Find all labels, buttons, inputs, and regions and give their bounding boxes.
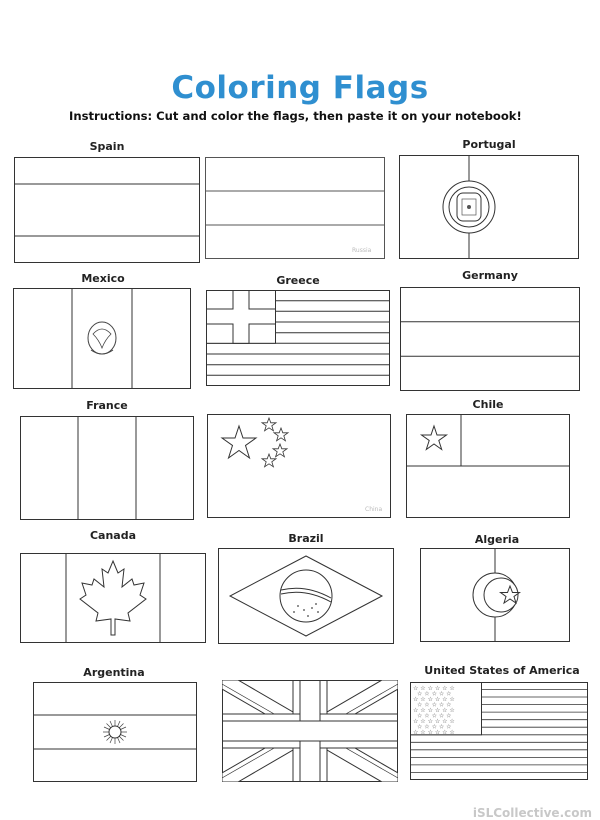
flag-mexico <box>13 288 191 389</box>
footer-watermark: iSLCollective.com <box>472 806 592 820</box>
flag-label-france: France <box>86 399 128 412</box>
svg-text:☆ ☆ ☆ ☆ ☆ ☆: ☆ ☆ ☆ ☆ ☆ ☆ <box>413 718 455 725</box>
flag-algeria <box>420 548 570 642</box>
flag-united-kingdom <box>222 680 398 782</box>
flag-label-portugal: Portugal <box>462 138 516 151</box>
flag-chile <box>406 414 570 518</box>
flag-france <box>20 416 194 520</box>
flag-portugal <box>399 155 579 259</box>
svg-text:☆ ☆ ☆ ☆ ☆: ☆ ☆ ☆ ☆ ☆ <box>417 701 452 709</box>
flag-label-greece: Greece <box>276 274 320 287</box>
flag-china <box>207 414 391 518</box>
flag-label-usa: United States of America <box>424 664 580 677</box>
svg-text:☆ ☆ ☆ ☆ ☆ ☆: ☆ ☆ ☆ ☆ ☆ ☆ <box>413 707 455 714</box>
flag-label-canada: Canada <box>89 529 137 542</box>
svg-text:☆ ☆ ☆ ☆ ☆ ☆: ☆ ☆ ☆ ☆ ☆ ☆ <box>413 729 455 736</box>
flag-label-mexico: Mexico <box>81 272 125 285</box>
flag-brazil <box>218 548 394 644</box>
instructions: Instructions: Cut and color the flags, then paste it on your notebook! <box>69 109 522 123</box>
svg-text:☆ ☆ ☆ ☆ ☆: ☆ ☆ ☆ ☆ ☆ <box>417 712 452 720</box>
flag-greece <box>206 290 390 386</box>
watermark-russia: Russia <box>352 247 372 254</box>
flag-label-argentina: Argentina <box>83 666 145 679</box>
flag-canada <box>20 553 206 643</box>
svg-text:☆ ☆ ☆ ☆ ☆: ☆ ☆ ☆ ☆ ☆ <box>417 690 452 698</box>
flag-germany <box>400 287 580 391</box>
svg-text:☆ ☆ ☆ ☆ ☆ ☆: ☆ ☆ ☆ ☆ ☆ ☆ <box>413 696 455 703</box>
flag-label-chile: Chile <box>472 398 504 411</box>
flag-label-brazil: Brazil <box>288 532 324 545</box>
flag-usa <box>410 682 588 780</box>
flag-label-algeria: Algeria <box>474 533 520 546</box>
watermark-china: China <box>365 506 383 513</box>
flag-label-germany: Germany <box>462 269 518 282</box>
flag-spain <box>14 157 200 263</box>
flag-label-spain: Spain <box>89 140 125 153</box>
flag-russia <box>205 157 385 259</box>
page-title: Coloring Flags <box>171 70 429 106</box>
svg-text:☆ ☆ ☆ ☆ ☆ ☆: ☆ ☆ ☆ ☆ ☆ ☆ <box>413 685 455 692</box>
flag-argentina <box>33 682 197 782</box>
svg-text:☆ ☆ ☆ ☆ ☆: ☆ ☆ ☆ ☆ ☆ <box>417 723 452 731</box>
